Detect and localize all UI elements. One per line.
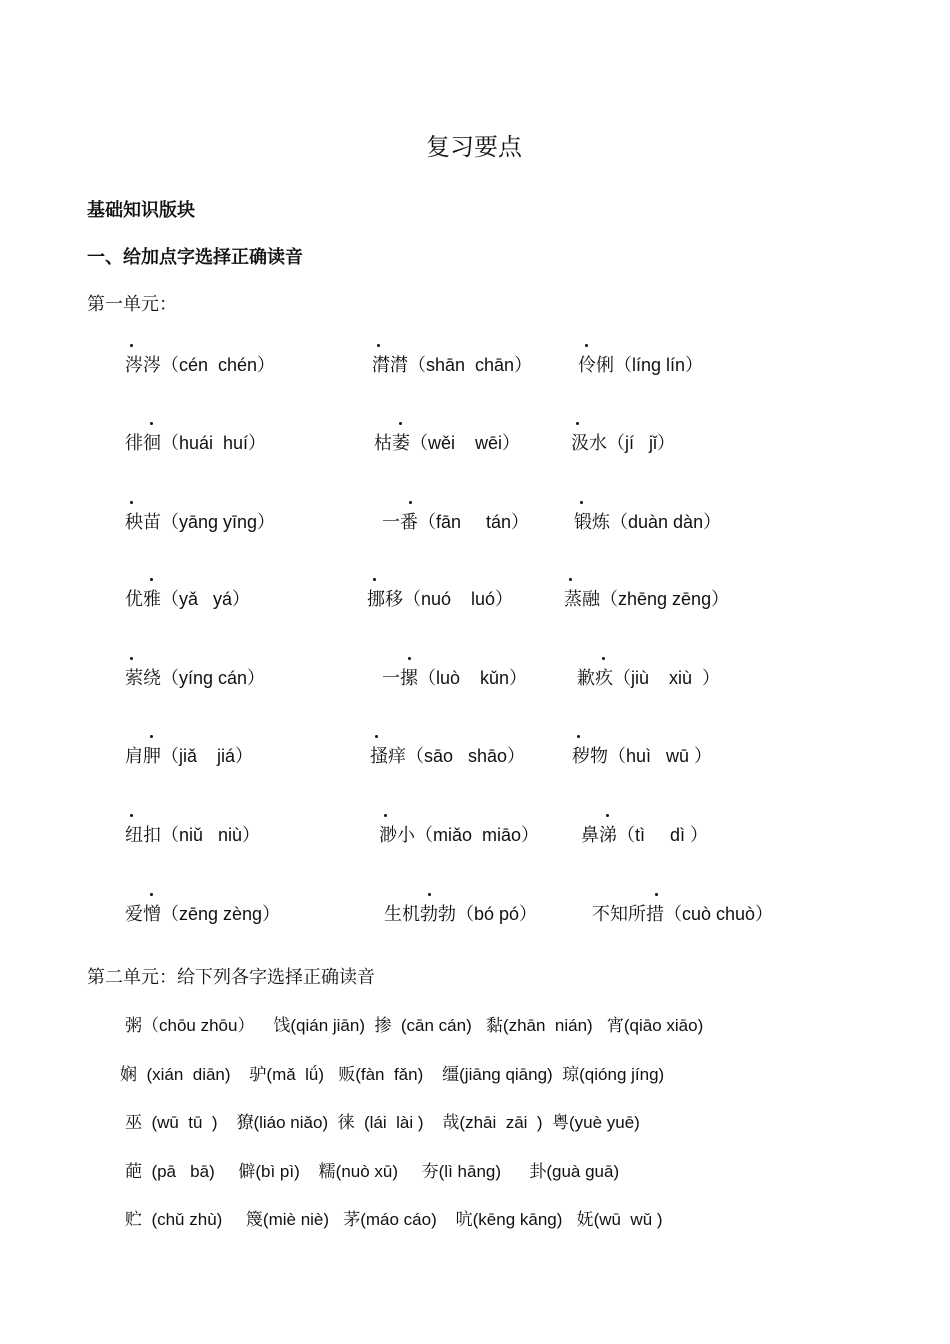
emphasis-dot bbox=[384, 814, 387, 817]
emphasis-dot bbox=[377, 344, 380, 347]
emphasis-dot bbox=[150, 422, 153, 425]
emphasis-dot bbox=[408, 657, 411, 660]
list-item: 徘徊（huái huí） bbox=[125, 433, 267, 453]
list-item: 不知所措（cuò chuò） bbox=[592, 904, 774, 924]
emphasis-dot bbox=[375, 735, 378, 738]
emphasis-dot bbox=[580, 501, 583, 504]
list-item: 纽扣（niǔ niù） bbox=[125, 825, 261, 845]
unit2-row: 粥（chōu zhōu） 饯(qián jiān) 掺 (cān cán) 黏(zhān nián) 宵(qiāo xiāo) bbox=[125, 1016, 704, 1035]
emphasis-dot bbox=[576, 422, 579, 425]
emphasis-dot bbox=[428, 893, 431, 896]
list-item: 锻炼（duàn dàn） bbox=[574, 512, 722, 532]
list-item: 生机勃勃（bó pó） bbox=[384, 904, 538, 924]
list-item: 伶俐（líng lín） bbox=[578, 355, 704, 375]
list-item: 渺小（miǎo miāo） bbox=[379, 825, 540, 845]
unit2-row: 娴 (xián diān) 驴(mǎ lǘ) 贩(fàn fǎn) 缰(jiāng qiāng) 琼(qióng jíng) bbox=[120, 1065, 665, 1084]
emphasis-dot bbox=[569, 578, 572, 581]
unit2-row: 巫 (wū tū ) 獠(liáo niǎo) 徕 (lái lài ) 哉(zhāi zāi ) 粤(yuè yuē) bbox=[125, 1113, 640, 1132]
list-item: 秽物（huì wū ） bbox=[572, 746, 713, 766]
emphasis-dot bbox=[150, 893, 153, 896]
list-item: 优雅（yǎ yá） bbox=[125, 589, 251, 609]
page-title: 复习要点 bbox=[426, 133, 522, 161]
question-heading: 一、给加点字选择正确读音 bbox=[87, 247, 303, 268]
section-heading: 基础知识版块 bbox=[87, 200, 195, 221]
emphasis-dot bbox=[409, 501, 412, 504]
list-item: 歉疚（jiù xiù ） bbox=[577, 668, 721, 688]
emphasis-dot bbox=[577, 735, 580, 738]
emphasis-dot bbox=[150, 578, 153, 581]
list-item: 鼻涕（tì dì ） bbox=[581, 825, 709, 845]
list-item: 爱憎（zēng zèng） bbox=[125, 904, 281, 924]
emphasis-dot bbox=[655, 893, 658, 896]
emphasis-dot bbox=[150, 735, 153, 738]
unit2-row: 葩 (pā bā) 僻(bì pì) 糯(nuò xū) 夯(lì hāng) 卦(guà guā) bbox=[125, 1162, 620, 1181]
emphasis-dot bbox=[373, 578, 376, 581]
list-item: 汲水（jí jǐ） bbox=[571, 433, 676, 453]
list-item: 潸潸（shān chān） bbox=[372, 355, 533, 375]
emphasis-dot bbox=[130, 814, 133, 817]
emphasis-dot bbox=[130, 501, 133, 504]
emphasis-dot bbox=[585, 344, 588, 347]
list-item: 蒸融（zhēng zēng） bbox=[564, 589, 730, 609]
list-item: 秧苗（yāng yīng） bbox=[125, 512, 276, 532]
emphasis-dot bbox=[606, 814, 609, 817]
list-item: 一番（fān tán） bbox=[382, 512, 530, 532]
list-item: 涔涔（cén chén） bbox=[125, 355, 276, 375]
emphasis-dot bbox=[130, 344, 133, 347]
unit1-label: 第一单元： bbox=[87, 294, 177, 315]
unit2-row: 贮 (chǔ zhù) 篾(miè niè) 茅(máo cáo) 吭(kēng kāng) 妩(wū wǔ ) bbox=[125, 1210, 663, 1229]
list-item: 搔痒（sāo shāo） bbox=[370, 746, 526, 766]
list-item: 肩胛（jiǎ jiá） bbox=[125, 746, 254, 766]
list-item: 萦绕（yíng cán） bbox=[125, 668, 266, 688]
list-item: 一摞（luò kǔn） bbox=[382, 668, 528, 688]
unit2-label: 第二单元：给下列各字选择正确读音 bbox=[87, 967, 375, 988]
list-item: 挪移（nuó luó） bbox=[367, 589, 514, 609]
emphasis-dot bbox=[130, 657, 133, 660]
list-item: 枯萎（wěi wēi） bbox=[374, 433, 521, 453]
emphasis-dot bbox=[602, 657, 605, 660]
emphasis-dot bbox=[399, 422, 402, 425]
